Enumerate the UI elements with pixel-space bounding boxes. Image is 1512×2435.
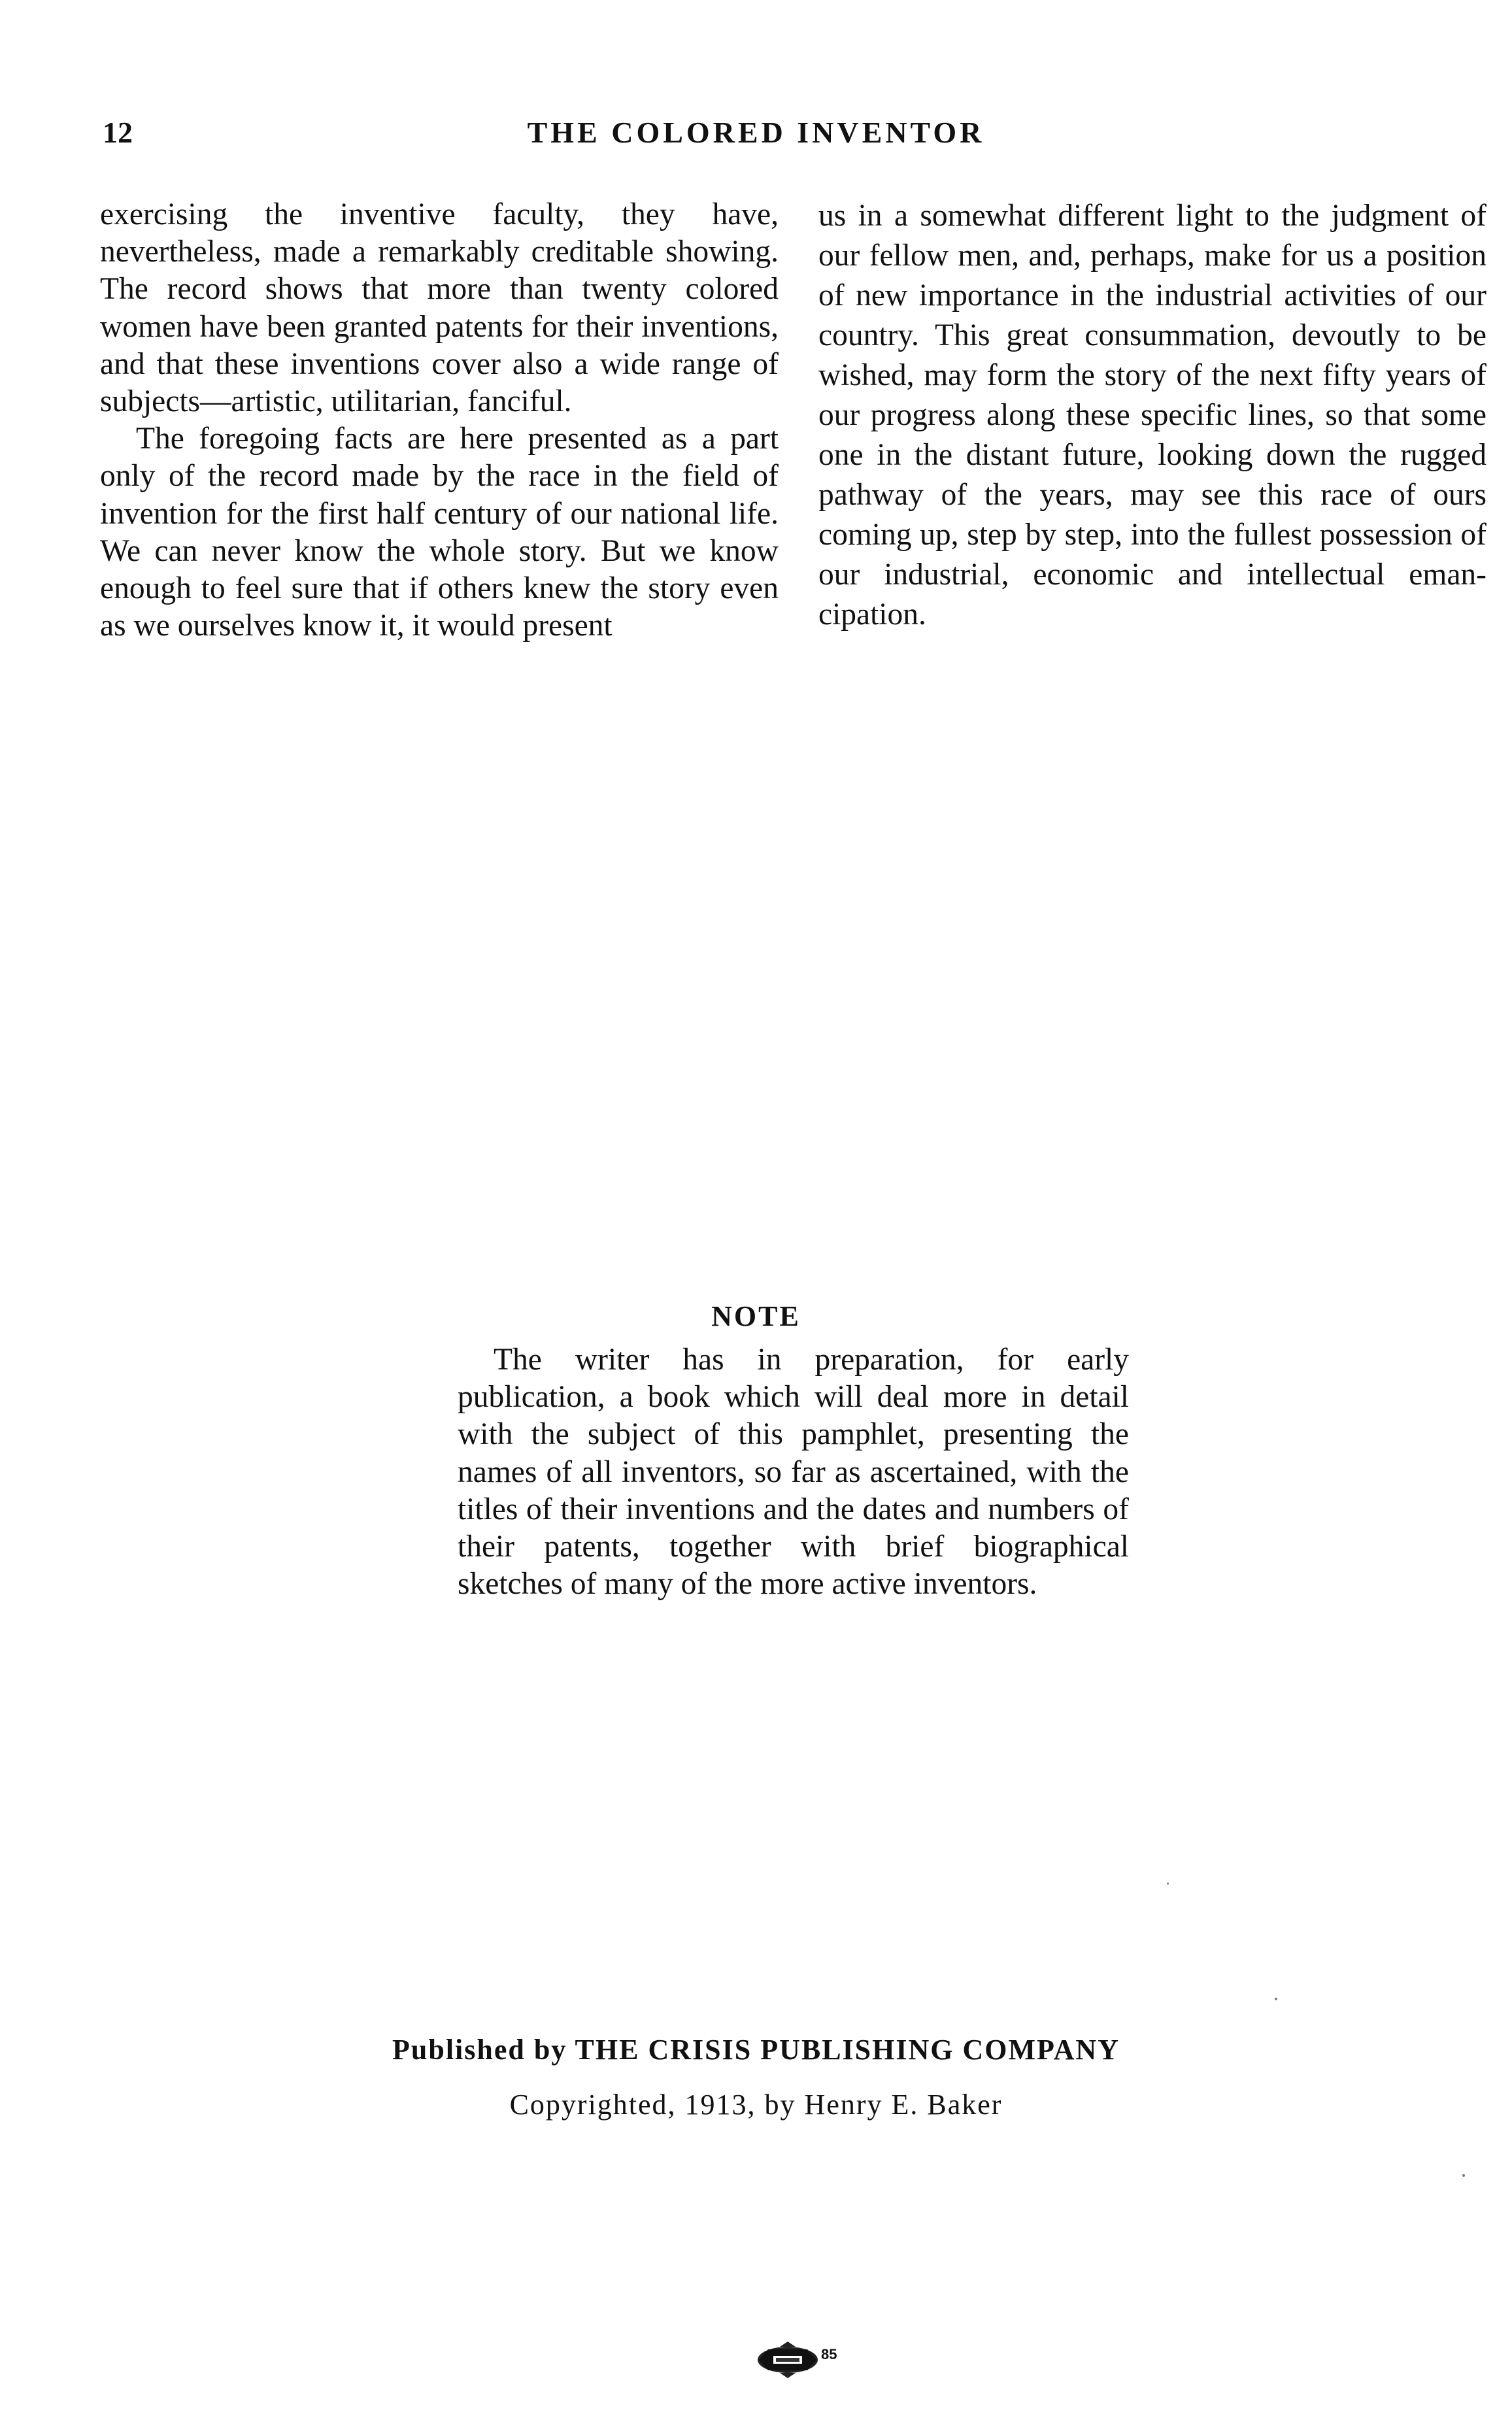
print-speck <box>1275 1998 1277 2000</box>
note-heading: NOTE <box>711 1300 801 1332</box>
print-speck <box>1462 2174 1465 2177</box>
page-number: 12 <box>103 116 133 149</box>
running-title: THE COLORED INVENTOR <box>527 116 985 149</box>
paragraph-foregoing-facts: The foregoing facts are here presented as a part only of the record made by the race in the field of invention for the first half century of our national life. We can never know the whole story. But we know enough to feel sure that if others knew the story even as we ourselves know it, it would present <box>100 422 779 643</box>
right-column <box>818 196 1487 635</box>
paragraph-continued: exercising the inventive faculty, they have, nevertheless, made a remarkably creditable showing. The record shows that more than twenty colored women have been granted patents for their inventions, and that these inventions cover also a wide range of subjects—artistic, utilitarian, fanciful. <box>100 197 779 419</box>
print-speck <box>1167 1883 1169 1885</box>
left-column <box>100 196 779 645</box>
union-label-number: 85 <box>821 2346 837 2362</box>
paragraph-conclusion: us in a somewhat different light to the judgment of our fellow men, and, perhaps, make for us a position of new importance in the industrial activities of our country. This great consummation, devoutly to be wished, may form the story of the next fifty years of our progress along these specific lines, so that some one in the distant future, looking down the rugged pathway of the years, may see this race of ours coming up, step by step, into the fullest possession of our industrial, economic and intellectual emancipation. <box>818 199 1487 631</box>
union-label-emblem <box>755 2340 820 2379</box>
publisher-line: Published by THE CRISIS PUBLISHING COMPANY <box>392 2034 1120 2066</box>
copyright-line: Copyrighted, 1913, by Henry E. Baker <box>509 2089 1003 2121</box>
note-text: The writer has in preparation, for early publication, a book which will deal more in detail with the subject of this pamphlet, presenting the names of all inventors, so far as ascertained, with the titles of their inventions and the dates and numbers of their patents, together with brief biographical sketches of many of the more active inventors. <box>458 1343 1129 1602</box>
